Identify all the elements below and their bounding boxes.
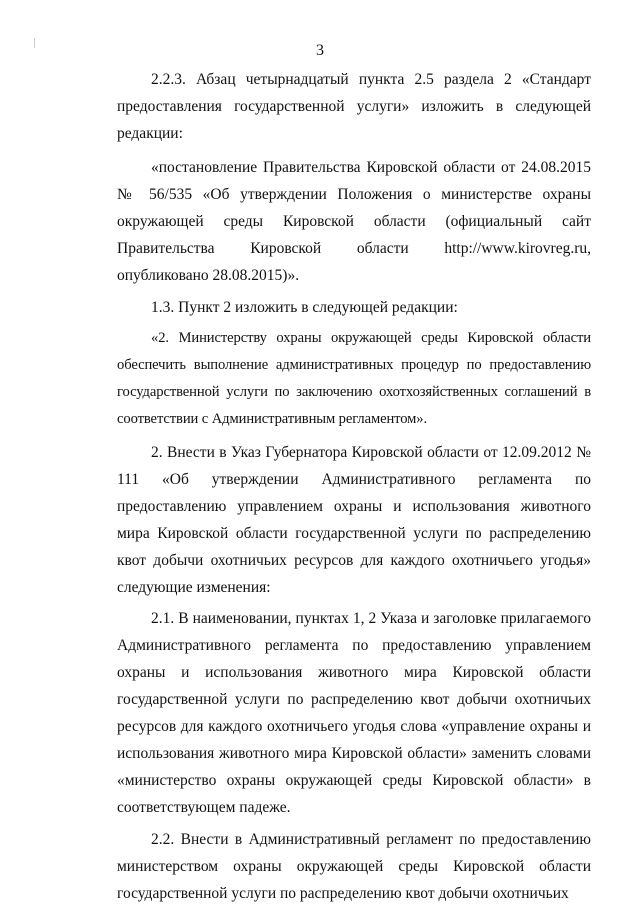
paragraph-2-2: 2.2. Внести в Административный регламент по предоставлению министерством охраны окружающей среды Кировской области государственной услуги по распределению квот добычи охотничьих [117, 831, 591, 902]
paragraph-1-3: 1.3. Пункт 2 изложить в следующей редакции: [151, 299, 458, 316]
paragraph-2-2-3: 2.2.3. Абзац четырнадцатый пункта 2.5 раздела 2 «Стандарт предоставления государственной услуги» изложить в следующей редакции: [117, 71, 591, 142]
paragraph-2-1: 2.1. В наименовании, пунктах 1, 2 Указа и заголовке прилагаемого Административного регламента по предоставлению управлением охраны и использования животного мира Кировской области государственной услуги по распределению квот добычи охотничьих ресурсов для каждого охотничьего угодья слова «управление охраны и использования животного мира Кировской области» заменить словами «министерство охраны окружающей среды Кировской области» в соответствующем падеже. [117, 610, 591, 816]
document-body [117, 66, 591, 907]
page-number: 3 [316, 42, 324, 59]
paragraph-2: 2. Внести в Указ Губернатора Кировской области от 12.09.2012 № 111 «Об утверждении Административного регламента по предоставлению управлением охраны и использования животного мира Кировской области государственной услуги по распределению квот добычи охотничьих ресурсов для каждого охотничьего угодья» следующие изменения: [117, 444, 591, 596]
paragraph-quoted-resolution: «постановление Правительства Кировской области от 24.08.2015 № 56/535 «Об утверждении Положения о министерстве охраны окружающей среды Кировской области (официальный сайт Правительства Кировской области http://www.kirovreg.ru, опубликовано 28.08.2015)». [117, 159, 591, 284]
paragraph-quoted-item-2: «2. Министерству охраны окружающей среды Кировской области обеспечить выполнение административных процедур по предоставлению государственной услуги по заключению охотхозяйственных соглашений в соответствии с Административным регламентом». [117, 330, 591, 427]
